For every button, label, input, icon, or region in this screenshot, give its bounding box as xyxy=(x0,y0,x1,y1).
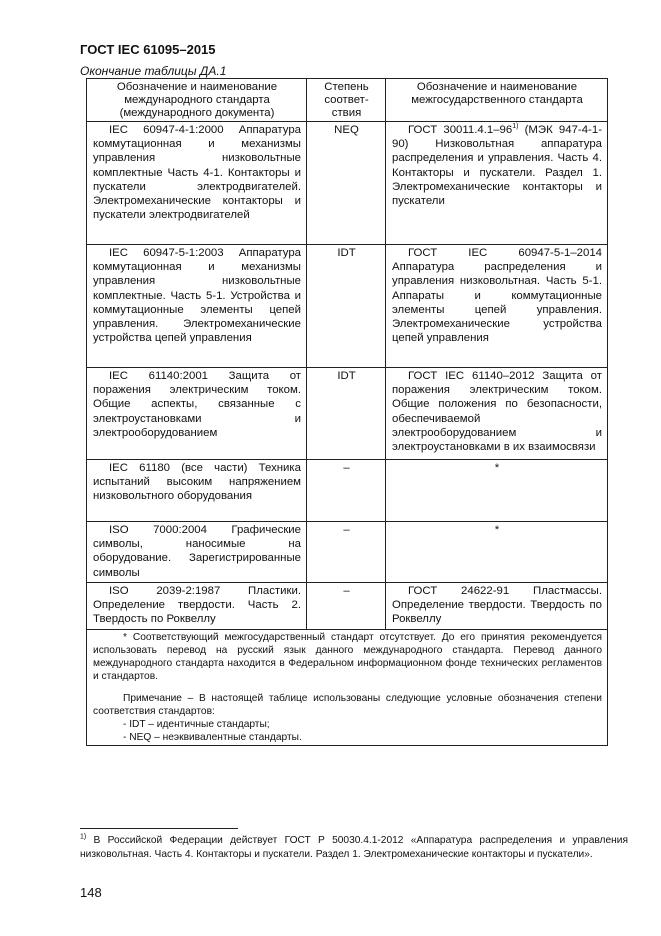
table-row xyxy=(87,583,608,630)
document-code: ГОСТ IEC 61095–2015 xyxy=(80,42,216,57)
interstate-standard-title: (МЭК 947-4-1-90) Низковольтная аппаратура распределения и управления. Часть 4. Контакторы и пускатели. Раздел 1. Электромеханические контакторы и пускатели xyxy=(392,124,602,208)
international-standard-cell: IEC 61140:2001 Защита от поражения электрическим током. Общие аспекты, связанные с электроустановками и электрооборудованием xyxy=(87,368,307,460)
table-notes-row xyxy=(87,630,608,746)
column-header-degree: Степень соответ-ствия xyxy=(307,79,386,122)
star-note: * Соответствующий межгосударственный стандарт отсутствует. До его принятия рекомендуется использовать перевод на русский язык данного международного стандарта. Перевод данного международного стандарта находится в Федеральном информационном фонде технических регламентов и стандартов. xyxy=(93,632,602,682)
standards-table xyxy=(86,78,608,746)
degree-cell: – xyxy=(307,583,386,630)
footnote xyxy=(80,834,628,861)
legend-item-neq: - NEQ – неэквивалентные стандарты. xyxy=(123,732,302,743)
interstate-standard-cell: * xyxy=(386,522,608,583)
table-row xyxy=(87,522,608,583)
interstate-standard-code: ГОСТ 30011.4.1–96 xyxy=(408,124,513,136)
table-row xyxy=(87,245,608,368)
legend-item-idt: - IDT – идентичные стандарты; xyxy=(123,719,270,730)
footnote-marker: 1) xyxy=(80,833,87,841)
interstate-standard-cell xyxy=(386,122,608,245)
column-header-international: Обозначение и наименование международного стандарта (международного документа) xyxy=(87,79,307,122)
legend-intro: Примечание – В настоящей таблице использованы следующие условные обозначения степени соответствия стандартов: xyxy=(93,693,602,717)
international-standard-cell: ISO 2039-2:1987 Пластики. Определение твердости. Часть 2. Твердость по Роквеллу xyxy=(87,583,307,630)
degree-cell: – xyxy=(307,460,386,522)
table-row xyxy=(87,122,608,245)
international-standard-cell: IEC 61180 (все части) Техника испытаний высоким напряжением низковольтного оборудования xyxy=(87,460,307,522)
footnote-reference: 1) xyxy=(512,123,519,131)
column-header-interstate: Обозначение и наименование межгосударственного стандарта xyxy=(386,79,608,122)
international-standard-cell: IEC 60947-4-1:2000 Аппаратура коммутационная и механизмы управления низковольтные комплектные Часть 4-1. Контакторы и пускатели электродвигателей. Электромеханические контакторы и пускатели электродвигателей xyxy=(87,122,307,245)
interstate-standard-cell: ГОСТ IEC 61140–2012 Защита от поражения электрическим током. Общие положения по безопасности, обеспечиваемой электрооборудованием и электроустановками в их взаимосвязи xyxy=(386,368,608,460)
degree-cell: IDT xyxy=(307,368,386,460)
degree-cell: IDT xyxy=(307,245,386,368)
international-standard-cell: ISO 7000:2004 Графические символы, наносимые на оборудование. Зарегистрированные символы xyxy=(87,522,307,583)
table-row xyxy=(87,460,608,522)
footnote-separator xyxy=(80,828,238,829)
table-caption: Окончание таблицы ДА.1 xyxy=(80,64,227,78)
degree-cell: NEQ xyxy=(307,122,386,245)
footnote-text: В Российской Федерации действует ГОСТ Р 50030.4.1-2012 «Аппаратура распределения и управления низковольтная. Часть 4. Контакторы и пускатели. Раздел 1. Электромеханические контакторы и пускатели». xyxy=(80,835,628,860)
international-standard-cell: IEC 60947-5-1:2003 Аппаратура коммутационная и механизмы управления низковольтные комплектные. Часть 5-1. Устройства и коммутационные элементы цепей управления. Электромеханические устройства цепей управления xyxy=(87,245,307,368)
interstate-standard-cell: ГОСТ IEC 60947-5-1–2014 Аппаратура распределения и управления низковольтная. Часть 5-1. Аппараты и коммутационные элементы цепей управления. Электромеханические устройства цепей управления xyxy=(386,245,608,368)
table-row xyxy=(87,368,608,460)
table-header-row xyxy=(87,79,608,122)
table-notes xyxy=(87,630,608,746)
interstate-standard-cell: * xyxy=(386,460,608,522)
page-number: 148 xyxy=(80,885,102,900)
degree-cell: – xyxy=(307,522,386,583)
interstate-standard-cell: ГОСТ 24622-91 Пластмассы. Определение твердости. Твердость по Роквеллу xyxy=(386,583,608,630)
